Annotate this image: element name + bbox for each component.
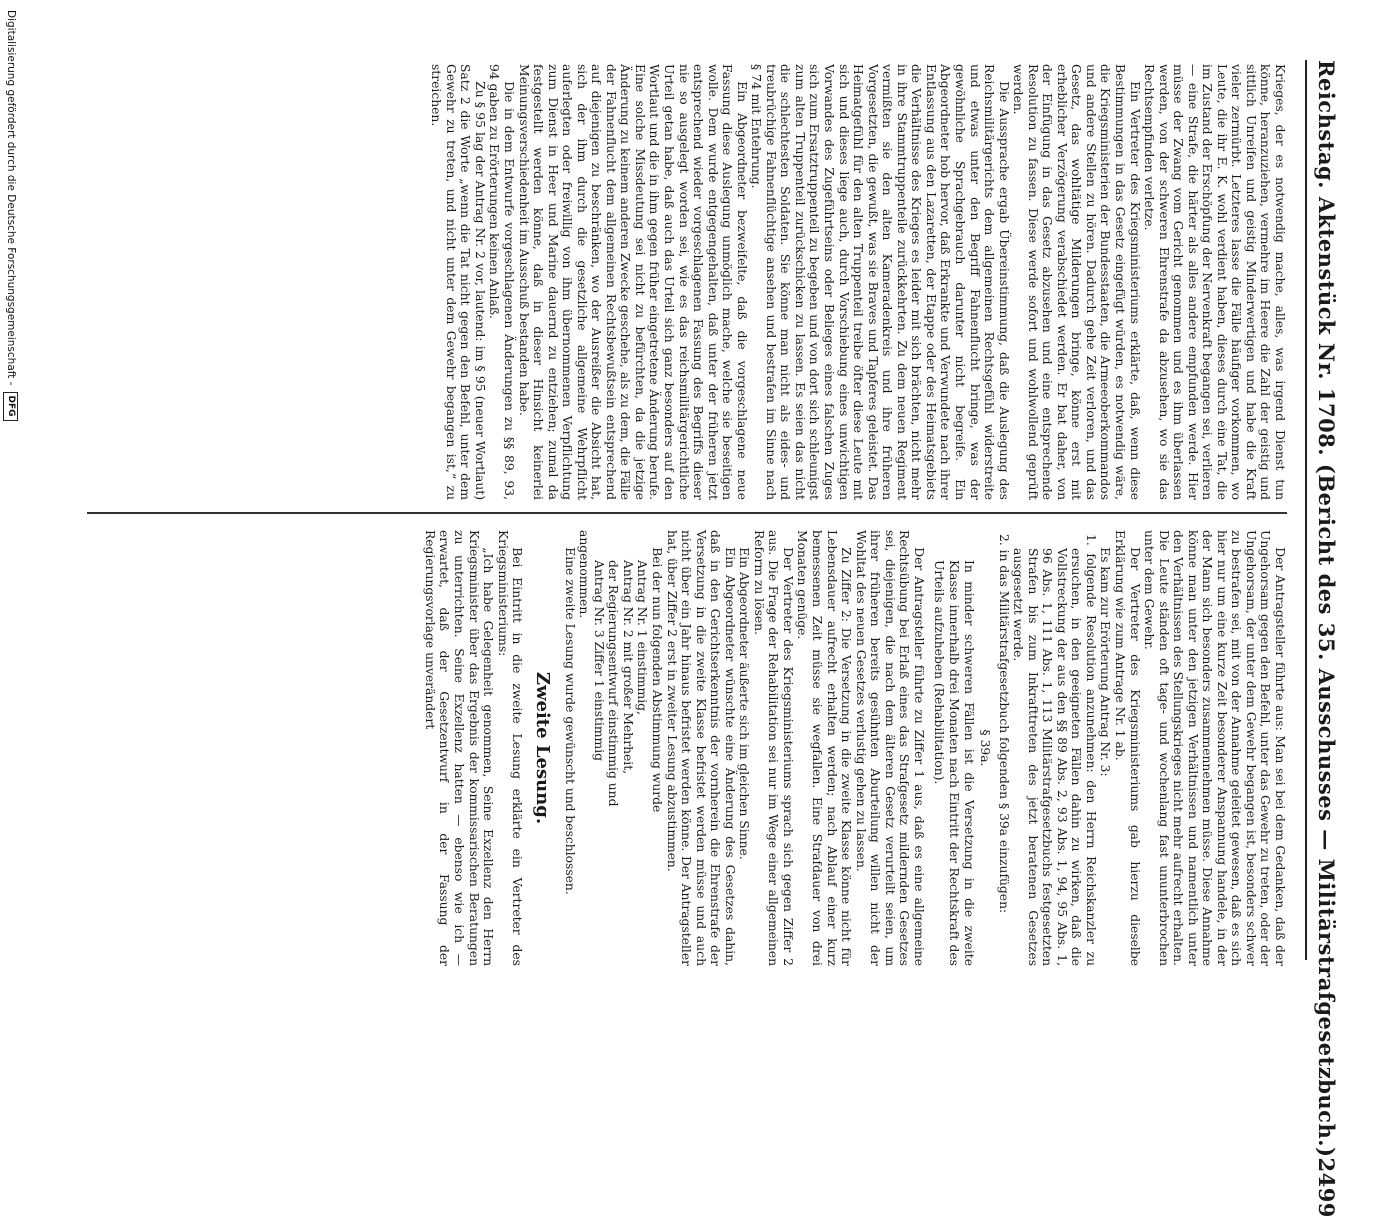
paragraph: Ein Abgeordneter bezweifelte, daß die vorgeschlagene neue Fassung diese Auslegung unmöglich mache, welche sie beseitigen wolle. Dem wurde entgegengehalten, daß unter der früheren jetzt entsprechend wieder vorgeschlagenen Fassung des Begriffs dieser nie so ausgelegt worden sei, wie es das reichsmilitärgerichtliche Urteil getan habe, daß auch das Urteil sich ganz besonders auf den Wortlaut und die in ihm gegen früher eingetretene Änderung berufe. Eine solche Missdeutung sei nicht zu befürchten, da die jetzige Änderung zu keinem anderen Zwecke geschehe, als zu dem, die Fälle der Fahnenflucht dem allgemeinen Rechtsbewußtsein entsprechend auf diejenigen zu beschränken, wo der Ausreißer die Absicht hat, sich der ihm durch die gesetzliche allgemeine Wehrpflicht auferlegten oder freiwillig von ihm übernommenen Verpflichtung zum Dienst in Heer und Marine dauernd zu entziehen; zumal da festgestellt werden könne, daß in dieser Hinsicht keinerlei Meinungsverschiedenheit im Ausschuß bestanden habe. [516, 64, 749, 500]
paragraph: Ein Abgeordneter äußerte sich im gleichen Sinne. [737, 547, 752, 860]
paragraph: Es kam zur Erörterung Antrag Nr. 3: [1098, 547, 1113, 777]
left-column [77, 64, 1287, 500]
paragraph: Die Aussprache ergab Übereinstimmung, daß die Auslegung des Reichsmilitärgerichts dem allgemeinen Rechtsgefühl widerstreite und etwas unter den Begriff Fahnenflucht bringe, was der gewöhnliche Sprachgebrauch darunter nicht begreife. Ein Abgeordneter hob hervor, daß Erkrankte und Verwundete nach ihrer Entlassung aus den Lazaretten, der Etappe oder des Heimatsgebiets die Verhältnisse des Krieges es leider mit sich brächten, nicht mehr in ihre Stammtruppenteile zurückkehrten. Zu dem neuen Regiment vermißten sie den alten Kameradenkreis und ihre früheren Vorgesetzten, die gewußt, was sie Braves und Tapferes geleistet. Das Heimatgefühl für den alten Truppenteil treibe öfter diese Leute mit sich und dieses liege auch, durch Vorschiebung eines unwichtigen Vorwandes des Zugeführtseins oder Belieges eines falschen Zuges sich zum Ersatztruppenteil zu begeben und von dort sich schleunigst zum alten Truppenteil zurückschicken zu lassen. Es seien das nicht die schlechtesten Soldaten. Sie könne man nicht als eides- und treubrüchige Fahnenflüchtige ansehen und bestrafen im Sinne nach § 74 mit Entehrung. [749, 64, 1011, 500]
list-item: 1. folgende Resolution anzunehmen: den Herrn Reichskanzler zu ersuchen, in den geeigneten Fällen dahin zu wirken, daß die Vollstreckung der aus den §§ 89 Abs. 2, 93 Abs. 1, 94, 95 Abs. 1, 96 Abs. 1, 111 Abs. 1, 113 Militärstrafgesetzbuchs festgesetzten Strafen bis zum Inkrafttreten des jetzt beratenen Gesetzes ausgesetzt werde. [1011, 534, 1098, 966]
vote-line: Antrag Nr. 1 einstimmig, [635, 560, 650, 715]
paragraph: Bei Eintritt in die zweite Lesung erklärte ein Vertreter des Kriegsministeriums: [495, 530, 525, 966]
vote-line: Antrag Nr. 2 mit großer Mehrheit, [620, 560, 635, 775]
paragraph: Der Vertreter des Kriegsministeriums gab hierzu dieselbe Erklärung wie zum Antrage Nr. 1 ab. [1112, 530, 1142, 966]
paragraph: Ein Abgeordneter wünschte eine Änderung des Gesetzes dahin, daß in den Gerichtserkenntnis der vornherein die Ehrenstrafe der Versetzung in die zweite Klasse befristet werden müsse und auch nicht über ein Jahr hinaus befristet werden könne. Der Antragsteller hat, über Ziffer 2 erst in zweiter Lesung abzustimmen. [664, 530, 737, 966]
page-header [1311, 60, 1343, 1218]
section-number: § 39a. [978, 729, 993, 767]
paragraph: Ein Vertreter des Kriegsministeriums erklärte, daß, wenn diese Bestimmungen in das Gesetz eingefügt würden, es notwendig wäre, die Kriegsministerien der Bundesstaaten, die Armeeoberkommandos und andere Stellen zu hören. Dadurch gehe Zeit verloren, und das Gesetz, das wohltätige Milderungen bringe, könne erst mit erheblicher Verzögerung verabschiedet werden. Er bat daher, von der Einfügung in das Gesetz abzusehen und eine entsprechende Resolution zu fassen. Diese werde sofort und wohlwollend geprüft werden. [1011, 64, 1142, 500]
paragraph: Die in dem Entwurfe vorgeschlagenen Änderungen zu §§ 89, 93, 94 gaben zu Erörterungen keinen Anlaß. [487, 64, 517, 500]
section-heading: Zweite Lesung. [532, 671, 554, 825]
vote-result: angenommen. [577, 530, 592, 619]
dfg-logo: DFG [4, 392, 19, 421]
digitization-credit [2, 10, 20, 710]
paragraph: Zu Ziffer 2: Die Versetzung in die zweite Klasse könne nicht für Lebensdauer aufrecht erhalten werden; nach Ablauf einer kurz bemessenen Zeit müsse sie wegfallen. Eine Strafdauer von drei Monaten genüge. [795, 530, 854, 966]
vote-line: Antrag Nr. 3 Ziffer 1 einstimmig [591, 560, 606, 762]
vote-line: der Regierungsentwurf einstimmig und [606, 560, 621, 807]
page-title: Reichstag. Aktenstück Nr. 1708. (Bericht des 35. Ausschusses — Militärstrafgesetzbuch.) [1314, 60, 1340, 1158]
paragraph: Bei der nun folgenden Abstimmung wurde [650, 547, 665, 813]
page-number: 2499 [1314, 1157, 1340, 1218]
paragraph: Der Vertreter des Kriegsministeriums sprach sich gegen Ziffer 2 aus. Die Frage der Rehabilitation sei nur im Wege einer allgemeinen Reform zu lösen. [751, 530, 795, 966]
right-column [77, 530, 1287, 966]
list-item: 2. in das Militärstrafgesetzbuch folgenden § 39a einzufügen: [996, 534, 1011, 914]
credit-text: Digitalisierung gefördert durch die Deutsche Forschungsgemeinschaft - [5, 10, 17, 386]
paragraph: „Ich habe Gelegenheit genommen, Seine Exzellenz den Herrn Kriegsminister über das Ergebnis der kommissarischen Beratungen zu unterrichten. Seine Exzellenz hatten — ebenso wie ich — erwartet, daß der Gesetzentwurf in der Fassung der Regierungsvorlage unverändert [422, 530, 496, 966]
section-text: In minder schweren Fällen ist die Versetzung in die zweite Klasse innerhalb drei Monaten nach Eintritt der Rechtskraft des Urteils aufzuheben (Rehabilitation). [932, 560, 976, 966]
paragraph: Eine zweite Lesung wurde gewünscht und beschlossen. [562, 547, 577, 895]
paragraph: Der Antragsteller führte aus: Man sei bei dem Gedanken, daß der Ungehorsam gegen den Befehl, unter das Gewehr zu treten, oder der Ungehorsam, der unter dem Gewehr begangen ist, besonders schwer zu bestrafen sei, mit von der Annahme geleitet gewesen, daß es sich hier nur um eine kurze Zeit besonderer Anspannung handele, in der der Mann sich besonders zusammennehmen müsse. Diese Annahme könne man unter den jetzigen Verhältnissen und namentlich unter den Verhältnissen des Stellungskrieges nicht mehr aufrecht erhalten. Die Leute ständen oft tage- und wochenlang fast ununterbrochen unter dem Gewehr. [1142, 530, 1287, 966]
paragraph: Der Antragsteller führte zu Ziffer 1 aus, daß es eine allgemeine Rechtsübung bei Erlaß eines das Strafgesetz mildernden Gesetzes sei, diejenigen, die nach dem älteren Gesetz verurteilt seien, um ihrer früheren bereits gesühnten Aburteilung willen nicht der Wohltat des neuen Gesetzes verlustig gehen zu lassen. [853, 530, 926, 966]
column-divider [87, 512, 1287, 514]
header-rule [1305, 60, 1307, 960]
paragraph: Krieges, der es notwendig mache, alles, was irgend Dienst tun könne, heranzuziehen, vermehre im Heere die Zahl der geistig und sittlich Unreifen und geistig Minderwertigen und habe die Kraft vieler zermürbt. Letzteres lasse die Fälle häufiger vorkommen, wo Leute, die ihr E. K. wohl verdient haben, dieses durch eine Tat, die im Zustand der Erschöpfung der Nervenkraft begangen sei, verlieren — eine Strafe, die härter als alles andere empfunden werde. Hier müsse der Zwang vom Gericht genommen und es ihm überlassen werden, von der schweren Ehrenstrafe da abzusehen, wo sie das Rechtsempfinden verletze. [1142, 64, 1287, 500]
paragraph: Zu § 95 lag der Antrag Nr. 2 vor, lautend: im § 95 (neuer Wortlaut) Satz 2 die Worte „wenn die Tat nicht gegen den Befehl, unter dem Gewehr zu treten, und nicht unter dem Gewehr begangen ist,“ zu streichen. [429, 64, 487, 500]
